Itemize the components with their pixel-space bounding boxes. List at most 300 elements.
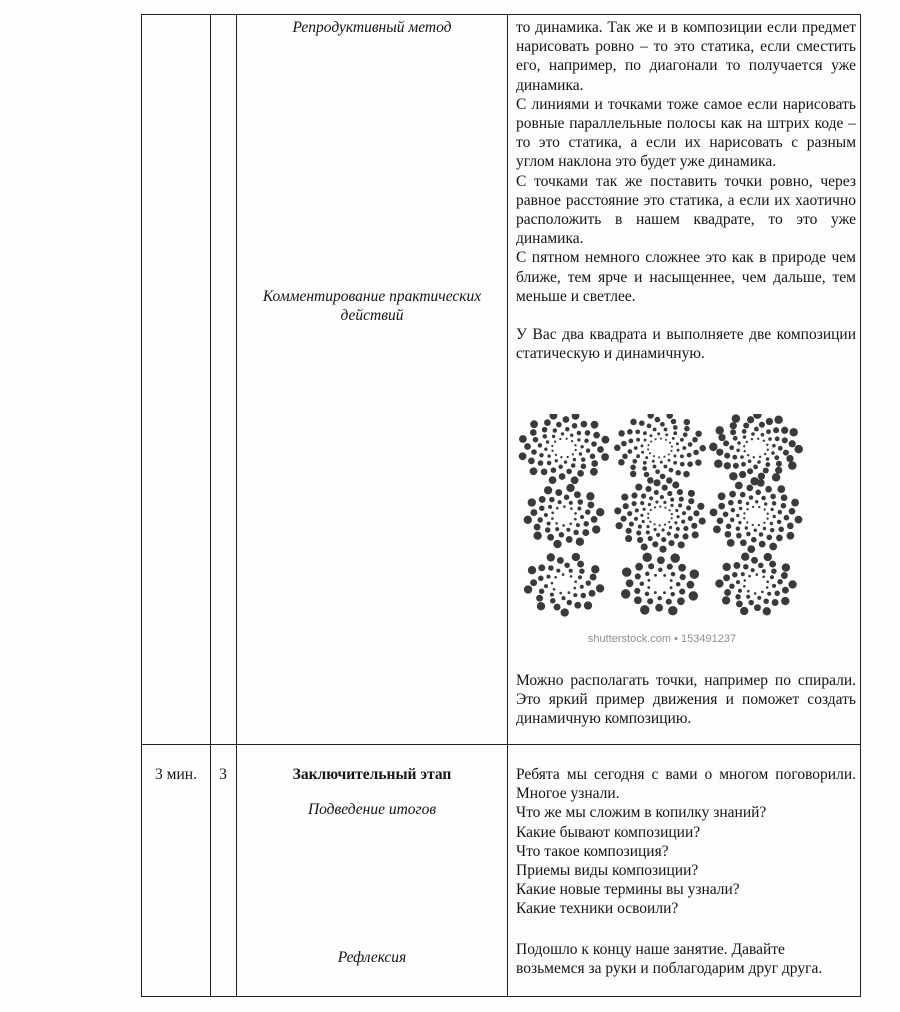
spiral-dot: [571, 476, 579, 484]
spiral-dot: [571, 440, 573, 442]
spiral-dot: [577, 506, 581, 510]
spiral-dot: [737, 441, 741, 445]
spiral-dot: [743, 450, 745, 452]
spiral-dot: [749, 495, 754, 500]
spiral-dot: [664, 507, 666, 509]
spiral-dot: [718, 492, 726, 500]
spiral-dot: [657, 556, 665, 564]
spiral-dot: [556, 507, 559, 510]
spiral-dot: [759, 541, 766, 548]
spiral-dot: [729, 472, 737, 480]
spiral-dot: [666, 414, 672, 419]
spiral-dot: [761, 496, 766, 501]
spiral-dot: [727, 539, 735, 547]
spiral-dot: [548, 505, 552, 509]
spiral-dot: [747, 590, 750, 593]
spiral-dot: [530, 509, 537, 516]
spiral-dot: [566, 528, 570, 532]
spiral-dot: [738, 521, 741, 524]
spiral-dot: [766, 444, 768, 446]
spiral-dot: [763, 527, 766, 530]
spiral-dot: [746, 521, 748, 523]
spiral-dot: [563, 505, 566, 508]
spiral-dot: [748, 600, 754, 606]
spiral-dot: [730, 422, 737, 429]
spiral-dot: [736, 514, 739, 517]
spiral-dot: [743, 512, 745, 514]
spiral-dot: [743, 422, 749, 428]
spiral-dot: [753, 414, 761, 419]
spiral-dot: [641, 444, 644, 447]
method-label-reproductive: Репродуктивный метод: [292, 19, 452, 36]
spiral-dot: [543, 434, 548, 439]
spiral-dot: [751, 557, 758, 564]
spiral-dot: [791, 499, 799, 507]
spiral-dot: [621, 494, 628, 501]
spiral-dot: [781, 572, 788, 579]
spiral-dot: [660, 438, 662, 440]
spiral-dot: [680, 574, 686, 580]
spiral-dot: [774, 455, 779, 460]
spiral-dot: [739, 507, 742, 510]
spiral-dot: [676, 582, 681, 587]
spiral-dot: [647, 579, 650, 582]
spiral-dot: [683, 526, 688, 531]
spiral-dot: [660, 474, 666, 480]
spiral-dot: [761, 433, 765, 437]
spiral-dot: [655, 438, 657, 440]
dot-spiral: [524, 553, 604, 617]
spiral-dot: [763, 607, 771, 615]
spiral-dot: [530, 429, 537, 436]
content-text-bottom: [516, 765, 856, 919]
summary-paragraph: Ребята мы сегодня с вами о многом поговорили. Многое узнали.: [516, 766, 856, 803]
spiral-dot: [745, 526, 748, 529]
spiral-dot: [643, 461, 647, 465]
number-cell: 3: [219, 766, 227, 783]
spiral-dot: [524, 585, 532, 593]
spiral-dot: [584, 439, 589, 444]
spiral-dot: [710, 509, 718, 517]
spiral-dot: [654, 490, 659, 495]
spiral-dot: [747, 545, 755, 553]
spiral-dot: [544, 448, 547, 451]
spiral-dots-figure: [516, 414, 808, 648]
spiral-dot: [755, 490, 761, 496]
spiral-dot: [647, 598, 653, 604]
spiral-dot: [558, 465, 563, 470]
spiral-dot: [661, 537, 666, 542]
spiral-dot: [668, 453, 670, 455]
spiral-dot: [647, 444, 649, 446]
spiral-dot: [557, 557, 564, 564]
spiral-dot: [572, 553, 580, 561]
spiral-dot: [674, 455, 677, 458]
spiral-dot: [676, 527, 680, 531]
spiral-dot: [560, 456, 562, 458]
spiral-dot: [558, 500, 562, 504]
spiral-dot: [675, 470, 681, 476]
spiral-dot: [672, 481, 679, 488]
spiral-dot: [629, 439, 634, 444]
spiral-dot: [534, 524, 541, 531]
spiral-dot: [689, 591, 698, 600]
dot-spiral: [710, 479, 803, 553]
spiral-dot: [666, 477, 672, 483]
spiral-dot: [677, 489, 683, 495]
spiral-dot: [732, 455, 737, 460]
spiral-dot: [777, 520, 782, 525]
spiral-dot: [645, 592, 650, 597]
spiral-dot: [530, 420, 538, 428]
spiral-dot: [763, 440, 765, 442]
spiral-dot: [559, 473, 566, 480]
spiral-dot: [674, 533, 679, 538]
spiral-dot: [743, 445, 745, 447]
spiral-dot: [784, 515, 790, 521]
spiral-dot: [544, 486, 552, 494]
spiral-dot: [682, 511, 686, 515]
spiral-dot: [757, 479, 765, 487]
spiral-dot: [789, 428, 797, 436]
spiral-dot: [735, 482, 743, 490]
spiral-dot: [654, 528, 657, 531]
spiral-dot: [570, 507, 573, 510]
spiral-dot: [754, 529, 757, 532]
content-paragraph: С точками так же поставить точки ровно, через равное расстояние это статика, а если их хаотично расположить в нашем квадрате, то это уже динамика.: [516, 172, 856, 248]
spiral-dot: [655, 500, 658, 503]
spiral-dot: [556, 569, 560, 573]
spiral-dot: [642, 553, 651, 562]
spiral-dot: [647, 448, 649, 450]
spiral-dot: [758, 473, 765, 480]
spiral-dot: [621, 589, 630, 598]
spiral-dot: [519, 435, 527, 443]
spiral-dot: [536, 595, 543, 602]
spiral-dot: [562, 573, 565, 576]
spiral-dot: [709, 443, 717, 451]
spiral-dot: [739, 471, 746, 478]
spiral-dot: [562, 524, 565, 527]
spiral-dot: [782, 563, 790, 571]
spiral-dot: [625, 535, 632, 542]
spiral-dot: [528, 498, 536, 506]
spiral-dot: [670, 586, 673, 589]
spiral-dot: [764, 502, 767, 505]
spiral-dot: [649, 521, 651, 523]
spiral-dot: [766, 586, 769, 589]
spiral-dot: [781, 597, 789, 605]
stage-title: Заключительный этап: [292, 766, 452, 783]
spiral-dot: [664, 524, 666, 526]
spiral-dot: [647, 586, 650, 589]
spiral-dot: [547, 521, 551, 525]
spiral-dot: [596, 584, 604, 592]
dot-spiral: [614, 479, 706, 553]
dot-spiral: [524, 484, 605, 549]
spiral-dot: [566, 484, 574, 492]
image-watermark: shutterstock.com • 153491237: [587, 633, 737, 645]
spiral-dot: [591, 421, 599, 429]
spiral-dot: [628, 449, 633, 454]
spiral-dot: [652, 460, 655, 463]
spiral-dot: [585, 430, 591, 436]
spiral-dot: [671, 572, 676, 577]
spiral-dot: [569, 569, 573, 573]
spiral-dot: [690, 569, 699, 578]
spiral-dot: [776, 535, 783, 542]
spiral-dot: [729, 583, 735, 589]
spiral-dot: [590, 574, 597, 581]
spiral-dot: [673, 461, 677, 465]
spiral-dot: [667, 491, 672, 496]
question-item: Что такое композиция?: [516, 842, 669, 860]
spiral-dot: [663, 456, 665, 458]
spiral-dot: [559, 532, 565, 538]
spiral-dot: [771, 451, 775, 455]
spiral-dot: [724, 462, 731, 469]
spiral-dot: [663, 574, 666, 577]
question-item: Приемы виды композиции?: [516, 862, 699, 880]
spiral-dot: [645, 456, 648, 459]
spiral-dot: [699, 518, 706, 525]
spiral-dot: [630, 471, 636, 477]
spiral-dot: [682, 533, 688, 539]
spiral-dot: [581, 457, 586, 462]
spiral-dot: [677, 597, 685, 605]
spiral-dot: [687, 461, 693, 467]
spiral-dot: [747, 454, 749, 456]
spiral-dot: [547, 461, 552, 466]
spiral-dot: [551, 511, 554, 514]
spiral-dot: [643, 431, 647, 435]
spiral-dot: [564, 494, 570, 500]
spiral-dot: [740, 539, 747, 546]
spiral-dot: [572, 414, 580, 420]
spiral-dot: [665, 433, 668, 436]
spiral-dot: [648, 536, 653, 541]
spiral-dot: [688, 516, 693, 521]
spiral-dot: [767, 592, 771, 596]
spiral-dot: [787, 523, 794, 530]
spiral-dot: [574, 512, 577, 515]
spiral-dot: [763, 598, 769, 604]
spiral-dot: [768, 437, 772, 441]
spiral-dot: [637, 537, 643, 543]
spiral-dot: [688, 490, 695, 497]
spiral-dot: [669, 526, 672, 529]
spiral-dot: [561, 608, 569, 616]
spiral-dot: [627, 511, 632, 516]
spiral-paragraph: Можно располагать точки, например по спирали. Это яркий пример движения и поможет создать динамичную композицию.: [516, 672, 856, 728]
spiral-dot: [660, 422, 665, 427]
spiral-dot: [546, 440, 549, 443]
spiral-dot: [754, 604, 761, 611]
spiral-dot: [638, 525, 642, 529]
spiral-dot: [645, 572, 650, 577]
column-divider-3: [507, 14, 508, 996]
spiral-dot: [660, 461, 663, 464]
spiral-dot: [775, 436, 780, 441]
spiral-dot: [774, 415, 782, 423]
spiral-dot: [553, 540, 561, 548]
spiral-dot: [574, 518, 577, 521]
spiral-dot: [533, 532, 541, 540]
spiral-dot: [673, 425, 678, 430]
spiral-dot: [663, 501, 666, 504]
spiral-dot: [789, 440, 796, 447]
spiral-dot: [678, 541, 685, 548]
spiral-dot: [658, 568, 663, 573]
spiral-dot: [667, 532, 671, 536]
spiral-dot: [649, 496, 653, 500]
spiral-dot: [788, 461, 796, 469]
spiral-dot: [642, 520, 645, 523]
spiral-dot: [738, 589, 742, 593]
spiral-dot: [563, 416, 570, 423]
spiral-dot: [741, 553, 749, 561]
spiral-dot: [777, 579, 783, 585]
spiral-dot: [740, 492, 746, 498]
spiral-dot: [679, 497, 684, 502]
spiral-dot: [670, 498, 674, 502]
spiral-dot: [670, 592, 675, 597]
spiral-dot: [632, 459, 637, 464]
spiral-dot: [648, 503, 651, 506]
spiral-dot: [634, 588, 640, 594]
spiral-dot: [733, 562, 740, 569]
spiral-dot: [667, 564, 673, 570]
spiral-dot: [649, 452, 651, 454]
spiral-dot: [754, 427, 759, 432]
spiral-dot: [649, 434, 652, 437]
spiral-dot: [570, 434, 573, 437]
spiral-dot: [769, 543, 777, 551]
spiral-dot: [763, 522, 765, 524]
spiral-dot: [715, 426, 723, 434]
spiral-dot: [580, 515, 584, 519]
spiral-dot: [782, 587, 789, 594]
spiral-dot: [770, 522, 773, 525]
spiral-dot: [566, 469, 572, 475]
spiral-dot: [614, 445, 620, 451]
spiral-dot: [765, 462, 770, 467]
spiral-dot: [574, 580, 577, 583]
spiral-dot: [747, 468, 753, 474]
dot-spiral: [715, 553, 797, 616]
spiral-dot: [646, 525, 649, 528]
spiral-dot: [653, 479, 660, 486]
spiral-dot: [678, 503, 682, 507]
spiral-dot: [551, 445, 553, 447]
spiral-dot: [740, 455, 744, 459]
spiral-dot: [772, 501, 777, 506]
spiral-dot: [668, 606, 677, 615]
spiral-dot: [746, 485, 753, 492]
spiral-dot: [697, 503, 704, 510]
spiral-dot: [622, 567, 631, 576]
spiral-dot: [730, 429, 736, 435]
spiral-dot: [715, 579, 723, 587]
spiral-dot: [580, 585, 584, 589]
spiral-dot: [569, 501, 573, 505]
spiral-dot: [781, 427, 788, 434]
table-border-top: [141, 14, 861, 15]
spiral-dot: [758, 524, 760, 526]
spiral-dot: [687, 581, 695, 589]
spiral-dot: [659, 506, 661, 508]
spiral-dot: [653, 455, 655, 457]
spiral-dot: [731, 508, 736, 512]
spiral-dot: [554, 604, 561, 611]
spiral-dot: [571, 463, 576, 468]
spiral-dot: [537, 602, 545, 610]
spiral-dot: [554, 576, 557, 579]
spiral-dot: [575, 449, 577, 451]
spiral-dot: [555, 527, 559, 531]
spiral-dot: [654, 506, 656, 508]
spiral-dot: [772, 599, 779, 606]
question-item: Что же мы сложим в копилку знаний?: [516, 804, 767, 822]
spiral-dot: [576, 538, 584, 546]
spiral-dot: [733, 436, 738, 441]
spiral-dot: [714, 459, 722, 467]
spiral-dot: [544, 513, 548, 517]
spiral-dot: [621, 516, 627, 522]
time-cell: 3 мин.: [155, 766, 197, 783]
dot-spiral: [709, 414, 803, 486]
spiral-dot: [561, 596, 565, 600]
spiral-dot: [766, 457, 770, 461]
spiral-dot: [538, 460, 544, 466]
spiral-dot: [767, 513, 769, 515]
spiral-dot: [644, 472, 650, 478]
spiral-dot: [767, 535, 773, 541]
spiral-dot: [764, 453, 766, 455]
spiral-dot: [772, 444, 776, 448]
content-paragraph: С линиями и точками тоже самое если нарисовать ровные параллельные полосы как на штрих коде – то это статика, а если их нарисовать с разным углом наклона это будет уже динамика.: [516, 95, 856, 171]
spiral-dot: [570, 575, 573, 578]
spiral-dot: [559, 592, 562, 595]
spiral-dot: [672, 437, 675, 440]
table-border-left: [141, 14, 142, 996]
spiral-dot: [671, 446, 673, 448]
spiral-dot: [740, 607, 748, 615]
spiral-dot: [761, 591, 764, 594]
spiral-dot: [648, 563, 654, 569]
spiral-dot: [643, 508, 646, 511]
spiral-dot: [670, 553, 679, 562]
spiral-dot: [743, 435, 747, 439]
spiral-dot: [626, 579, 634, 587]
spiral-dot: [751, 432, 755, 436]
spiral-dot: [656, 533, 660, 537]
spiral-dot: [726, 524, 732, 530]
spiral-dot: [751, 537, 757, 543]
spiral-dot: [663, 465, 667, 469]
spiral-dot: [736, 526, 741, 531]
spiral-dot: [766, 580, 769, 583]
spiral-dot: [538, 576, 544, 582]
spiral-dot: [601, 453, 609, 461]
spiral-dot: [670, 579, 673, 582]
column-divider-1: [210, 14, 211, 996]
spiral-dot: [564, 562, 570, 568]
spiral-dot: [655, 469, 660, 474]
spiral-dot: [773, 427, 779, 433]
spiral-dot: [561, 432, 564, 435]
spiral-dot: [665, 439, 667, 441]
